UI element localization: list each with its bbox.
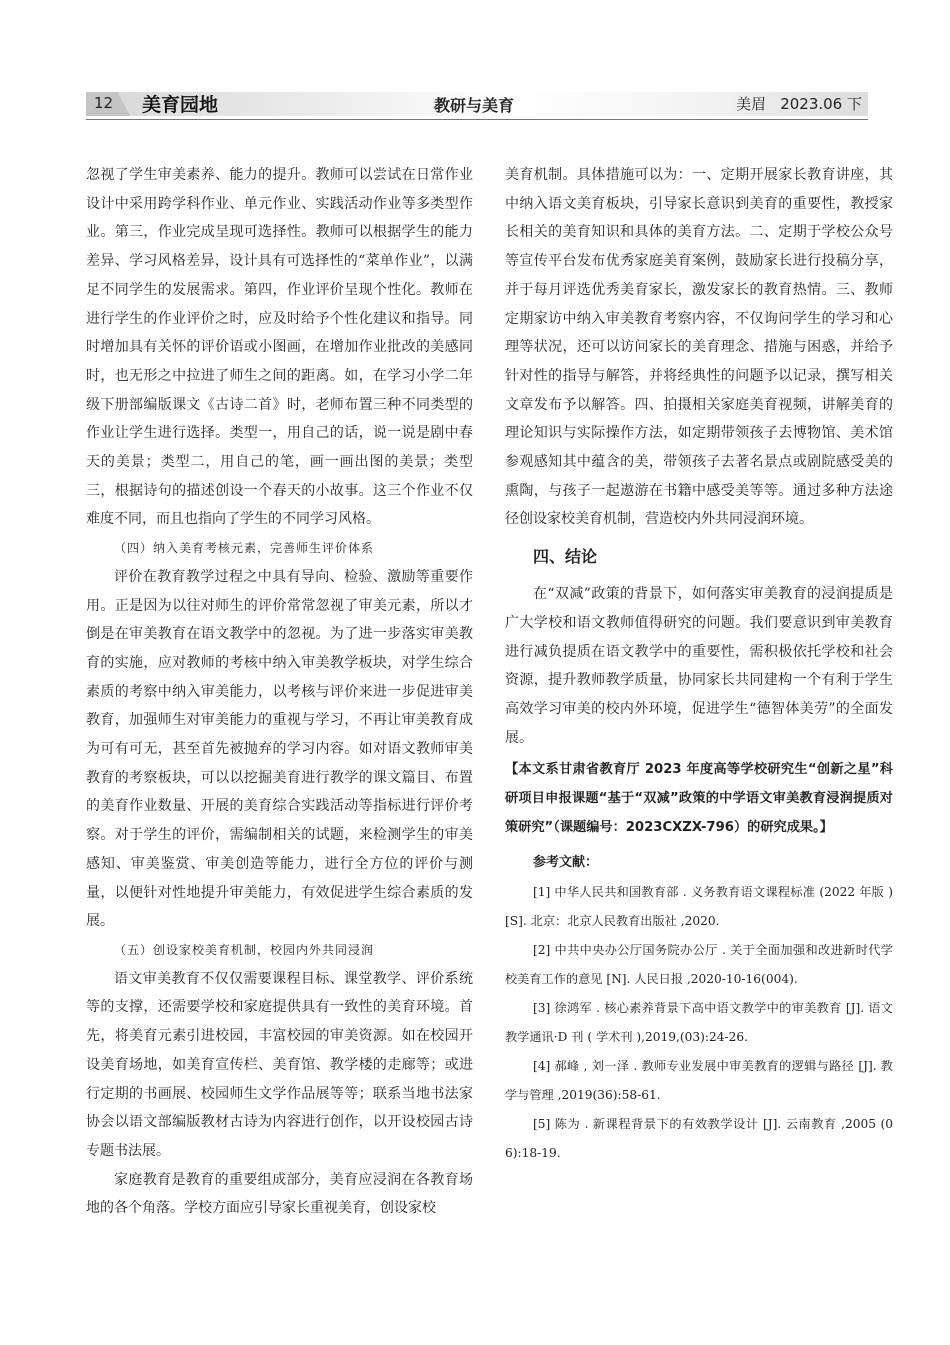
body-paragraph: 评价在教育教学过程之中具有导向、检验、激励等重要作用。正是因为以往对师生的评价常常忽视了审美元素，所以才倒是在审美教育在语文教学中的忽视。为了进一步落实审美教育的实施，应对教师的考核中纳入审美教学板块，对学生综合素质的考察中纳入审美能力，以考核与评价来进一步促进审美教育，加强师生对审美能力的重视与学习，不再让审美教育成为可有可无，甚至首先被抛弃的学习内容。如对语文教师审美教育的考察板块，可以以挖掘美育进行教学的课文篇目、布置的美育作业数量、开展的美育综合实践活动等指标进行评价考察。对于学生的评价，需编制相关的试题，来检测学生的审美感知、审美鉴赏、审美创造等能力，进行全方位的评价与测量，以便针对性地提升审美能力，有效促进学生综合素质的发展。 (86, 568, 473, 930)
reference-item: [4] 郝峰 , 刘一泽 . 教师专业发展中审美教育的逻辑与路径 [J]. 教学与管理 ,2019(36):58-61. (505, 1059, 893, 1103)
magazine-title: 教研与美育 (434, 96, 515, 115)
page-number: 12 (94, 94, 114, 112)
section-title: 美育园地 (142, 94, 219, 116)
issue-info (736, 93, 862, 114)
subheading-5: （五）创设家校美育机制，校园内外共同浸润 (114, 942, 375, 957)
body-paragraph: 语文审美教育不仅仅需要课程目标、课堂教学、评价系统等的支撑，还需要学校和家庭提供具有一致性的美育环境。首先，将美育元素引进校园，丰富校园的审美资源。如在校园开设美育场地，如美育宣传栏、美育馆、教学楼的走廊等；或进行定期的书画展、校园师生文学作品展等等；联系当地书法家协会以语文部编版教材古诗为内容进行创作，以开设校园古诗专题书法展。 (86, 970, 473, 1159)
funding-note: 【本文系甘肃省教育厅 2023 年度高等学校研究生“创新之星”科研项目申报课题“基于“双减”政策的中学语文审美教育浸润提质对策研究”（课题编号：2023CXZX-796）的研究成果。】 (505, 762, 893, 835)
issue-date: 2023.06 下 (780, 95, 862, 113)
header-rule (86, 119, 868, 120)
reference-item: [3] 徐鸿军 . 核心素养背景下高中语文教学中的审美教育 [J]. 语文教学通讯·D 刊 ( 学术刊 ),2019,(03):24-26. (505, 1001, 893, 1045)
body-paragraph: 美育机制。具体措施可以为：一、定期开展家长教育讲座，其中纳入语文美育板块，引导家长意识到美育的重要性，教授家长相关的美育知识和具体的美育方法。二、定期于学校公众号等宣传平台发布优秀家庭美育案例，鼓励家长进行投稿分享，并于每月评选优秀美育家长，激发家长的教育热情。三、教师定期家访中纳入审美教育考察内容，不仅询问学生的学习和心理等状况，还可以访问家长的美育理念、措施与困惑，并给予针对性的指导与解答，并将经典性的问题予以记录，撰写相关文章发布予以解答。四、拍摄相关家庭美育视频，讲解美育的理论知识与实际操作方法，如定期带领孩子去博物馆、美术馆参观感知其中蕴含的美，带领孩子去著名景点或剧院感受美的熏陶，与孩子一起遨游在书籍中感受美等等。通过多种方法途径创设家校美育机制，营造校内外共同浸润环境。 (505, 167, 893, 528)
section-heading-conclusion: 四、结论 (533, 547, 598, 567)
right-column (505, 161, 893, 1168)
reference-item: [2] 中共中央办公厅国务院办公厅 . 关于全面加强和改进新时代学校美育工作的意见 [N]. 人民日报 ,2020-10-16(004). (505, 943, 893, 987)
body-paragraph: 忽视了学生审美素养、能力的提升。教师可以尝试在日常作业设计中采用跨学科作业、单元作业、实践活动作业等多类型作业。第三，作业完成呈现可选择性。教师可以根据学生的能力差异、学习风格差异，设计具有可选择性的“菜单作业”，以满足不同学生的发展需求。第四，作业评价呈现个性化。教师在进行学生的作业评价之时，应及时给予个性化建议和指导。同时增加具有关怀的评价语或小图画，在增加作业批改的美感同时，也无形之中拉进了师生之间的距离。如，在学习小学二年级下册部编版课文《古诗二首》时，老师布置三种不同类型的作业让学生进行选择。类型一，用自己的话，说一说是剧中春天的美景；类型二，用自己的笔，画一画出图的美景；类型三，根据诗句的描述创设一个春天的小故事。这三个作业不仅难度不同，而且也指向了学生的不同学习风格。 (86, 167, 473, 528)
column-name: 美眉 (736, 95, 767, 113)
body-paragraph: 在“双减”政策的背景下，如何落实审美教育的浸润提质是广大学校和语文教师值得研究的问题。我们要意识到审美教育进行减负提质在语文教学中的重要性，需积极依托学校和社会资源，提升教师教学质量，协同家长共同建构一个有利于学生高效学习审美的校内外环境，促进学生“德智体美劳”的全面发展。 (505, 586, 893, 746)
references-title: 参考文献： (533, 855, 599, 871)
left-column (86, 161, 473, 1223)
body-paragraph: 家庭教育是教育的重要组成部分，美育应浸润在各教育场地的各个角落。学校方面应引导家长重视美育，创设家校 (86, 1171, 473, 1217)
page-header (86, 88, 868, 120)
reference-item: [1] 中华人民共和国教育部 . 义务教育语文课程标准 (2022 年版 )[S]. 北京：北京人民教育出版社 ,2020. (505, 885, 893, 929)
subheading-4: （四）纳入美育考核元素，完善师生评价体系 (114, 541, 375, 556)
reference-item: [5] 陈为 . 新课程背景下的有效教学设计 [J]. 云南教育 ,2005 (06):18-19. (505, 1117, 893, 1161)
